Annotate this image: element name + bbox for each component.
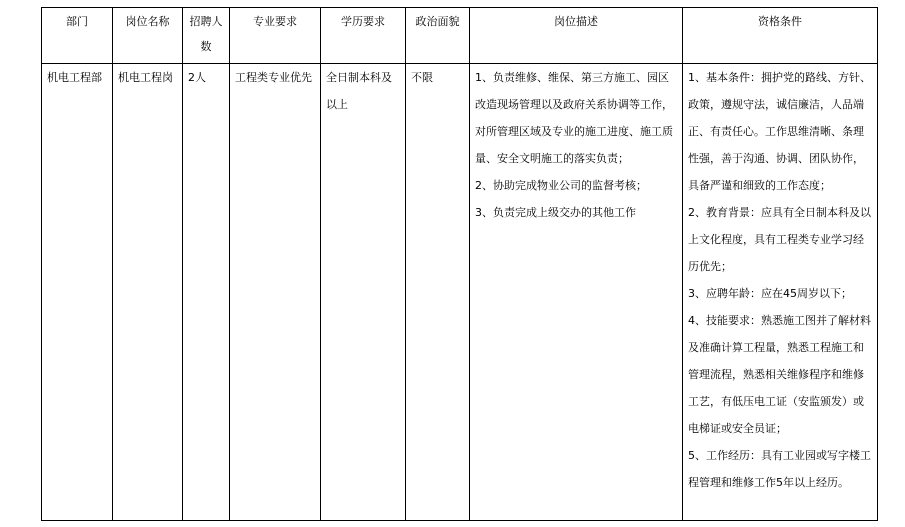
position-name-value: 机电工程岗 xyxy=(118,71,173,84)
department-value: 机电工程部 xyxy=(47,71,102,84)
major-value: 工程类专业优先 xyxy=(235,71,312,84)
qualification-item: 3、应聘年龄：应在45周岁以下； xyxy=(688,287,852,300)
qualification-item: 1、基本条件：拥护党的路线、方针、政策，遵规守法，诚信廉洁，人品端正、有责任心。工作思维清晰、条理性强，善于沟通、协调、团队协作，具备严谨和细致的工作态度； xyxy=(688,71,871,192)
job-posting-table xyxy=(41,7,878,521)
header-political-status: 政治面貌 xyxy=(406,8,470,64)
cell-education xyxy=(321,64,406,521)
header-department: 部门 xyxy=(42,8,113,64)
header-row xyxy=(42,8,878,64)
cell-qualifications xyxy=(683,64,878,521)
cell-department xyxy=(42,64,113,521)
cell-political-status xyxy=(406,64,470,521)
header-qualifications: 资格条件 xyxy=(683,8,878,64)
qualification-item: 4、技能要求：熟悉施工图并了解材料及准确计算工程量，熟悉工程施工和管理流程，熟悉相关维修程序和维修工艺，有低压电工证（安监颁发）或电梯证或安全员证； xyxy=(688,314,871,435)
description-item: 1、负责维修、维保、第三方施工、园区改造现场管理以及政府关系协调等工作，对所管理区域及专业的施工进度、施工质量、安全文明施工的落实负责； xyxy=(475,71,673,165)
political-status-value: 不限 xyxy=(411,71,433,84)
qualifications-list xyxy=(688,64,872,496)
cell-headcount xyxy=(183,64,230,521)
cell-major xyxy=(230,64,321,521)
header-position-name: 岗位名称 xyxy=(113,8,183,64)
education-value: 全日制本科及以上 xyxy=(326,71,392,111)
cell-position-name xyxy=(113,64,183,521)
qualification-item: 5、工作经历：具有工业园或写字楼工程管理和维修工作5年以上经历。 xyxy=(688,449,871,489)
header-major: 专业要求 xyxy=(230,8,321,64)
header-education: 学历要求 xyxy=(321,8,406,64)
description-item: 3、负责完成上级交办的其他工作 xyxy=(475,206,636,219)
description-list xyxy=(475,64,677,226)
cell-description xyxy=(470,64,683,521)
qualification-item: 2、教育背景：应具有全日制本科及以上文化程度，具有工程类专业学习经历优先； xyxy=(688,206,871,273)
header-description: 岗位描述 xyxy=(470,8,683,64)
headcount-value: 2人 xyxy=(188,71,206,84)
description-item: 2、协助完成物业公司的监督考核； xyxy=(475,179,647,192)
header-headcount: 招聘人数 xyxy=(183,8,230,64)
table-row xyxy=(42,64,878,521)
